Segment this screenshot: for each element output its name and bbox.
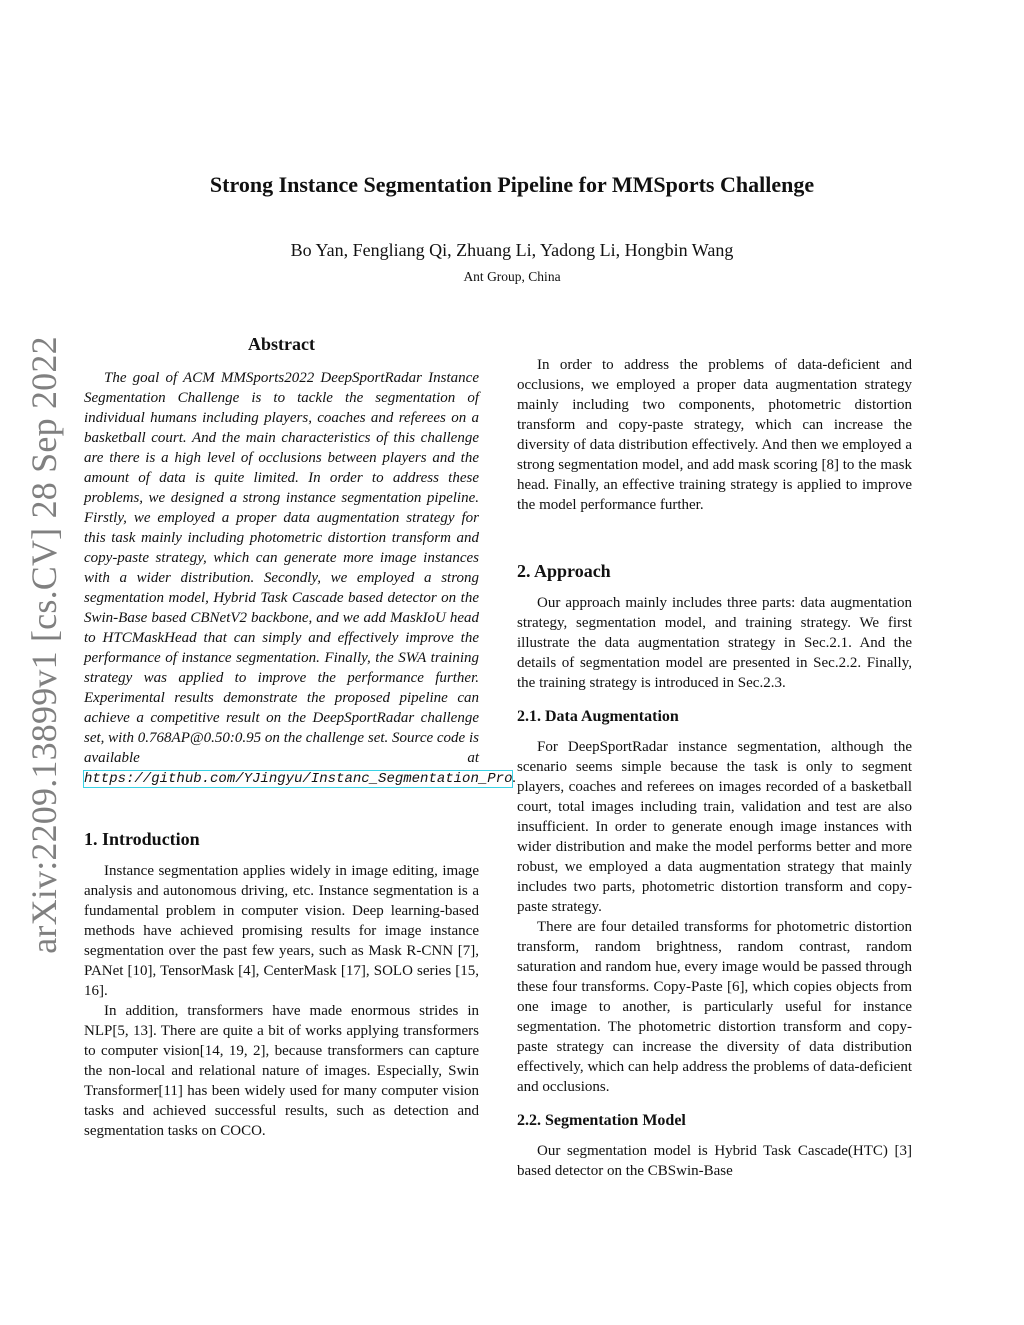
approach-paragraph: Our approach mainly includes three parts: data augmentation strategy, segmentation model, and training strategy. We first illustrate the data augmentation strategy in Sec.2.1. And the details of segmentation model are presented in Sec.2.2. Finally, the training strategy is introduced in Sec.2.3.: [517, 595, 912, 691]
intro-paragraph-1: Instance segmentation applies widely in image editing, image analysis and autonomous driving, etc. Instance segmentation is a fundamental problem in computer vision. Deep learning-based methods have achieved promising results for image instance segmentation over the past few years, such as Mask R-CNN [7], PANet [10], TensorMask [4], CenterMask [17], SOLO series [15, 16].: [84, 863, 479, 999]
segmentation-model-paragraph: Our segmentation model is Hybrid Task Cascade(HTC) [3] based detector on the CBSwin-Base: [517, 1143, 912, 1179]
data-augmentation-paragraph-1: For DeepSportRadar instance segmentation, although the scenario seems simple because the task is only to segment players, coaches and referees on images recorded of a basketball court, total images including train, validation and test are also insufficient. In order to generate enough image instances with wider distribution and make the model performs better and more robust, we employed a data augmentation strategy that mainly includes two parts, photometric distortion transform and copy-paste strategy.: [517, 739, 912, 915]
intro-paragraph-3: In order to address the problems of data-deficient and occlusions, we employed a proper data augmentation strategy mainly including two components, photometric distortion transform and copy-paste strategy, which can increase the diversity of data distribution effectively. And then we employed a strong segmentation model, and add mask scoring [8] to the mask head. Finally, an effective training strategy is applied to improve the model performance further.: [517, 357, 912, 513]
data-augmentation-heading: 2.1. Data Augmentation: [517, 708, 679, 725]
intro-heading: 1. Introduction: [84, 829, 200, 849]
abstract-heading: Abstract: [248, 334, 315, 354]
intro-paragraph-2: In addition, transformers have made enormous strides in NLP[5, 13]. There are quite a bit of works applying transformers to computer vision[14, 19, 2], because transformers can capture the non-local and relational nature of images. Especially, Swin Transformer[11] has been widely used for many computer vision tasks and achieved successful results, such as detection and segmentation tasks on COCO.: [84, 1003, 479, 1139]
abstract-body-text: The goal of ACM MMSports2022 DeepSportRadar Instance Segmentation Challenge is to tackle the segmentation of individual humans including players, coaches and referees on a basketball court. And the main characteristics of this challenge are there is a high level of occlusions between players and the amount of data is quite limited. In order to address these problems, we designed a strong instance segmentation pipeline. Firstly, we employed a proper data augmentation strategy for this task mainly including photometric distortion transform and copy-paste strategy, which can generate more image instances with a wider distribution. Secondly, we employed a strong segmentation model, Hybrid Task Cascade based detector on the Swin-Base based CBNetV2 backbone, and we add MaskIoU head to HTCMaskHead that can simply and effectively improve the performance of instance segmentation. Finally, the SWA training strategy was applied to improve the performance further. Experimental results demonstrate the proposed pipeline can achieve a competitive result on the DeepSportRadar challenge set, with 0.768AP@0.50:0.95 on the challenge set. Source code is available at: [84, 370, 479, 766]
left-column: [84, 334, 517, 1141]
abstract-text: [84, 368, 517, 789]
arxiv-stamp: [18, 336, 70, 954]
approach-heading: 2. Approach: [517, 561, 611, 581]
right-column: [517, 355, 912, 1181]
authors: Bo Yan, Fengliang Qi, Zhuang Li, Yadong Li, Hongbin Wang: [290, 240, 734, 260]
source-code-link[interactable]: https://github.com/YJingyu/Instanc_Segmentation_Pro: [84, 771, 513, 787]
arxiv-id: arXiv:2209.13899v1 [cs.CV] 28 Sep 2022: [24, 336, 64, 954]
data-augmentation-paragraph-2: There are four detailed transforms for photometric distortion transform, random brightness, random contrast, random saturation and random hue, every image would be passed through these four transforms. Copy-Paste [6], which copies objects from one image to another, is particularly useful for instance segmentation. The photometric distortion transform and copy-paste strategy can increase the diversity of data distribution effectively, which can help address the problems of data-deficient and occlusions.: [517, 919, 912, 1095]
paper-title: Strong Instance Segmentation Pipeline for MMSports Challenge: [209, 172, 815, 197]
abstract-end: .: [512, 770, 517, 786]
affiliation: Ant Group, China: [463, 269, 561, 284]
segmentation-model-heading: 2.2. Segmentation Model: [517, 1112, 686, 1129]
